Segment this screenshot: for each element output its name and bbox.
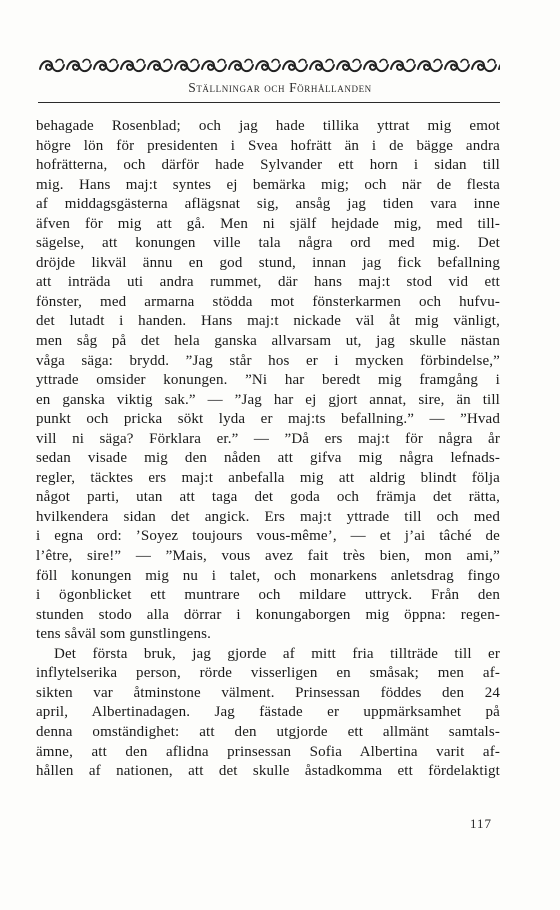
ornament-scroll bbox=[202, 59, 226, 71]
text-line: ämne, att den aflidna prinsessan Sofia Albertina varit af- bbox=[36, 743, 500, 760]
text-line: sedan visade mig den nåden att gifva mig några lefnads- bbox=[36, 450, 500, 467]
ornament-scroll bbox=[391, 59, 415, 71]
text-line: att inträda uti andra rummet, där hans maj:t stod vid ett bbox=[36, 274, 500, 291]
text-line: af middagsgästerna aflägsnat sig, ansåg jag tiden vara inne bbox=[36, 196, 500, 213]
text-line: i ögonblicket ett muntrare och mildare uttryck. Från den bbox=[36, 587, 500, 604]
page-number: 117 bbox=[470, 816, 493, 831]
ornament-scroll bbox=[310, 59, 334, 71]
text-line: l’être, sire!” — ”Mais, vous avez fait très bien, mon ami,” bbox=[36, 548, 500, 565]
ornament-band bbox=[38, 55, 500, 77]
running-title: Ställningar och Förhållanden bbox=[188, 80, 372, 95]
ornament-scroll bbox=[337, 59, 361, 71]
text-line: yttrade omsider konungen. ”Ni har beredt mig framgång i bbox=[36, 372, 500, 389]
ornament-scroll bbox=[121, 59, 145, 71]
text-line: tens såväl som gunstlingens. bbox=[36, 626, 212, 643]
ornament-scroll bbox=[40, 59, 64, 71]
ornament-scroll bbox=[67, 59, 91, 71]
text-line: något parti, utan att taga det goda och främja det rätta, bbox=[36, 489, 500, 506]
text-line: föll konungen mig nu i talet, och monarkens anletsdrag fingo bbox=[36, 567, 500, 584]
text-line: sikten var åtminstone välment. Prinsessan föddes den 24 bbox=[36, 684, 500, 701]
text-line: våga säga: brydd. ”Jag står hos er i mycken förbindelse,” bbox=[36, 352, 500, 369]
text-line: högre lön för presidenten i Svea hofrätt än i de bägge andra bbox=[36, 137, 500, 154]
text-line: regler, täcktes ers maj:t anbefalla mig att aldrig blindt följa bbox=[36, 469, 500, 486]
ornament-scroll bbox=[364, 59, 388, 71]
header-rule bbox=[38, 102, 500, 103]
ornament-scroll bbox=[256, 59, 280, 71]
text-line: hofrätterna, och därför hade Sylvander ett horn i sidan till bbox=[36, 157, 500, 174]
ornament-scroll bbox=[229, 59, 253, 71]
text-line: mig. Hans maj:t syntes ej bemärka mig; och när de flesta bbox=[36, 176, 500, 193]
text-line: fönster, med armarna stödda mot fönsterkarmen och hufvu- bbox=[36, 293, 500, 310]
text-line: en ganska viktig sak.” — ”Jag har ej gjort annat, sire, än till bbox=[36, 391, 500, 408]
ornament-scroll bbox=[499, 59, 500, 71]
ornament-scroll bbox=[445, 59, 469, 71]
text-line: sägelse, att konungen ville tala några ord med mig. Det bbox=[36, 235, 500, 252]
body-text bbox=[36, 117, 500, 782]
text-line: Det första bruk, jag gjorde af mitt fria tillträde till er bbox=[54, 645, 500, 662]
text-line: stunden stodo alla dörrar i konungaborgen mig öppna: regen- bbox=[36, 606, 500, 623]
ornament-scroll bbox=[283, 59, 307, 71]
scroll-ornament-icon bbox=[38, 55, 500, 77]
text-line: äfven för mig att gå. Men ni själf hejdade mig, med till- bbox=[36, 215, 500, 232]
text-line: det lutadt i handen. Hans maj:t nickade väl åt mig vänligt, bbox=[36, 313, 500, 330]
text-line: inflytelserika person, rörde visserligen en småsak; men af- bbox=[36, 665, 500, 682]
text-line: vill ni säga? Förklara er.” — ”Då ers maj:t för några år bbox=[36, 430, 500, 447]
ornament-scroll bbox=[175, 59, 199, 71]
text-line: dröjde likväl ännu en god stund, innan jag fick befallning bbox=[36, 254, 500, 271]
text-line: punkt och pricka sökt lyda er maj:ts befallning.” — ”Hvad bbox=[36, 411, 500, 428]
text-line: i egna ord: ’Soyez toujours vous-même’, — et j’ai tâché de bbox=[36, 528, 500, 545]
ornament-scroll bbox=[418, 59, 442, 71]
ornament-scroll bbox=[148, 59, 172, 71]
text-line: men såg på det hela ganska allvarsam ut, jag skulle nästan bbox=[36, 333, 500, 350]
ornament-scroll bbox=[472, 59, 496, 71]
ornament-scroll bbox=[94, 59, 118, 71]
text-line: hvilkendera sidan det angick. Ers maj:t yttrade till och med bbox=[36, 508, 500, 525]
text-line: denna omständighet: att den utgjorde ett allmänt samtals- bbox=[36, 723, 500, 740]
text-line: april, Albertinadagen. Jag fästade er uppmärksamhet på bbox=[36, 704, 500, 721]
text-line: behagade Rosenblad; och jag hade tillika yttrat mig emot bbox=[36, 118, 500, 134]
text-line: hållen af nationen, att det skulle åstadkomma ett fördelaktigt bbox=[36, 763, 500, 780]
